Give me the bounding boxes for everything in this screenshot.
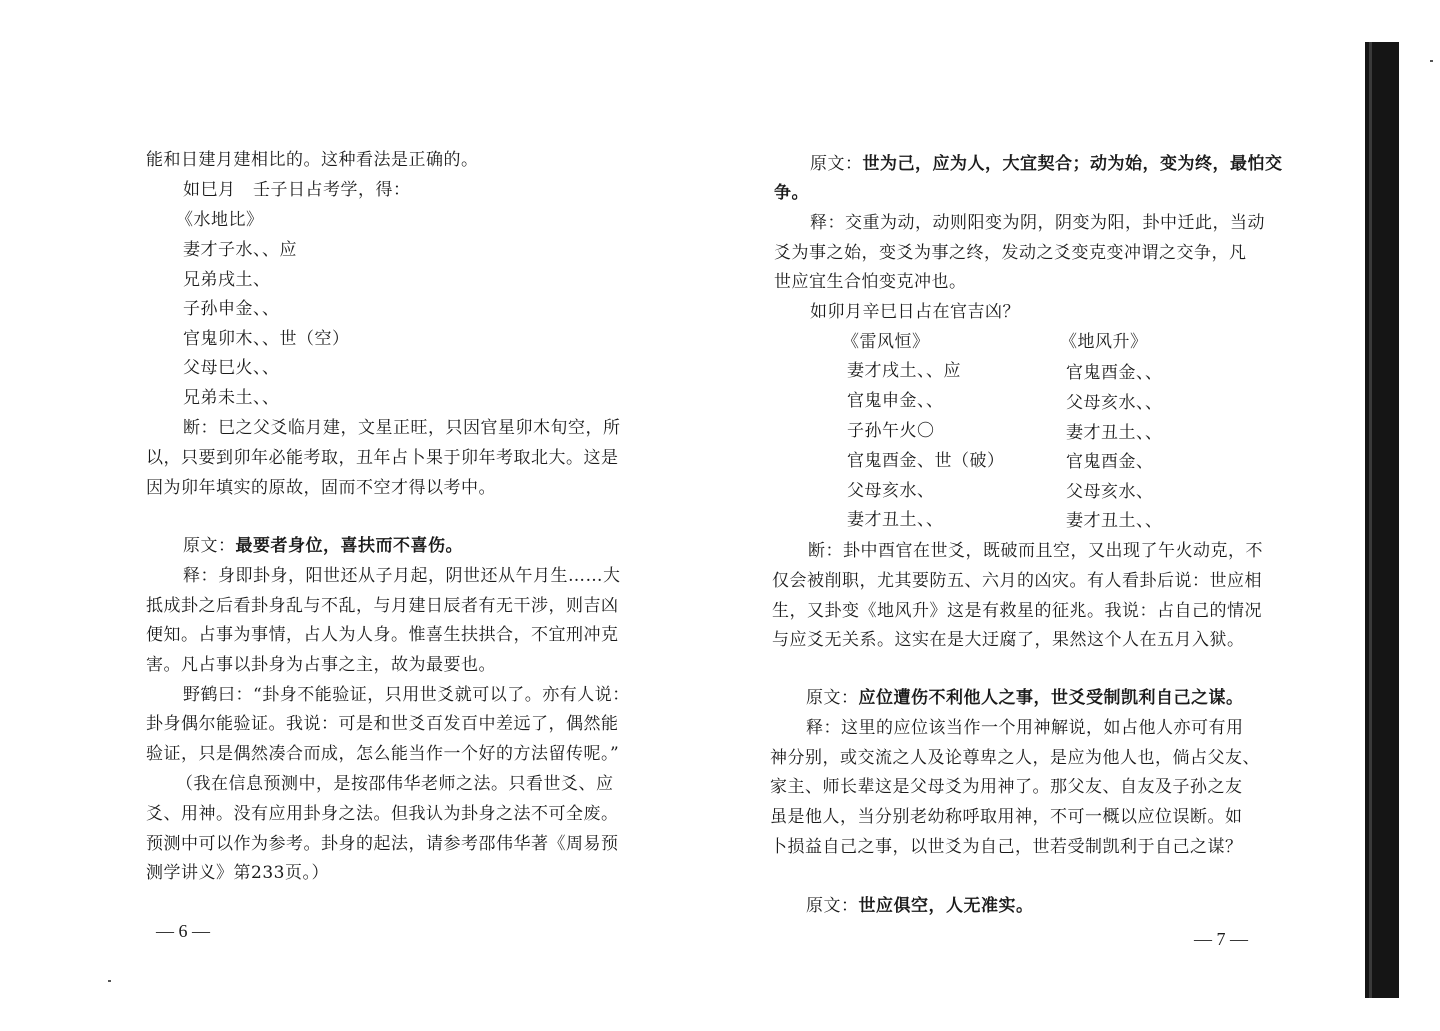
hexagram-line: 官鬼酉金、 (1066, 452, 1154, 472)
text-line: 释：身即卦身，阳世还从子月起，阴世还从午月生……大 (183, 566, 621, 586)
original-text-label: 原文： (810, 154, 863, 174)
original-text-heading (806, 688, 1244, 708)
page-number: — 6 — (156, 921, 210, 941)
hexagram-line: 父母亥水、 (1066, 482, 1154, 502)
hexagram-line: 官鬼申金、、 (847, 391, 944, 411)
text-line: 便知。占事为事情，占人为人身。惟喜生扶拱合，不宜刑冲克 (146, 625, 619, 645)
page-number: — 7 — (1194, 929, 1248, 949)
text-line: 测学讲义》第233页。） (146, 863, 329, 883)
text-line: 释：这里的应位该当作一个用神解说，如占他人亦可有用 (806, 718, 1244, 738)
text-line: 断：卦中酉官在世爻，既破而且空，又出现了午火动克，不 (808, 541, 1263, 561)
original-text-heading (183, 536, 463, 556)
text-line: 卦身偶尔能验证。我说：可是和世爻百发百中差远了，偶然能 (146, 714, 619, 734)
hexagram-line: 妻才丑土、、 (1066, 511, 1163, 531)
left-page (0, 0, 700, 1031)
text-line: 世应宜生合怕变克冲也。 (774, 272, 967, 292)
text-line: 如巳月 壬子日占考学，得： (183, 180, 411, 200)
text-line: 验证，只是偶然凑合而成，怎么能当作一个好的方法留传呢。” (146, 744, 620, 764)
binding-edge-shadow (1365, 42, 1399, 998)
hexagram-line: 父母巳火、、 (183, 358, 280, 378)
original-text-label: 原文： (183, 536, 236, 556)
text-line: 能和日建月建相比的。这种看法是正确的。 (146, 150, 479, 170)
hexagram-line: 官鬼卯木、、世（空） (183, 329, 350, 349)
hexagram-line: 妻才子水、、应 (183, 240, 297, 260)
original-text-content: 世为己，应为人，大宜契合；动为始，变为终，最怕交 (862, 154, 1283, 174)
hexagram-line: 官鬼酉金、、 (1066, 363, 1163, 383)
text-line: 断：巳之父爻临月建，文星正旺，只因官星卯木旬空，所 (183, 418, 621, 438)
text-line: 预测中可以作为参考。卦身的起法，请参考邵伟华著《周易预 (146, 834, 619, 854)
hexagram-line: 官鬼酉金、世（破） (847, 451, 1005, 471)
original-text-heading (810, 154, 1283, 174)
text-line: 野鹤曰：“卦身不能验证，只用世爻就可以了。亦有人说： (183, 685, 630, 705)
hexagram-line: 子孙午火〇 (847, 421, 935, 441)
text-line: 释：交重为动，动则阳变为阴，阴变为阳，卦中迁此，当动 (810, 213, 1265, 233)
hexagram-line: 父母亥水、、 (1066, 393, 1163, 413)
text-line: 以，只要到卯年必能考取，丑年占卜果于卯年考取北大。这是 (146, 448, 619, 468)
original-text-content: 应位遭伤不利他人之事，世爻受制凯利自己之谋。 (858, 688, 1244, 708)
text-line: 抵成卦之后看卦身乱与不乱，与月建日辰者有无干涉，则吉凶 (146, 596, 619, 616)
scan-speck (1430, 60, 1433, 62)
hexagram-title: 《水地比》 (176, 210, 264, 230)
original-text-label: 原文： (806, 896, 859, 916)
text-line: 争。 (774, 183, 809, 203)
text-line: 卜损益自己之事，以世爻为自己，世若受制凯利于自己之谋？ (770, 837, 1243, 857)
text-line: 爻为事之始，变爻为事之终，发动之爻变克变冲谓之交争，凡 (774, 243, 1247, 263)
text-line: 如卯月辛巳日占在官吉凶？ (810, 302, 1020, 322)
text-line: 仅会被削职，尤其要防五、六月的凶灾。有人看卦后说：世应相 (772, 571, 1262, 591)
text-line: 害。凡占事以卦身为占事之主，故为最要也。 (146, 655, 496, 675)
right-page (720, 0, 1360, 1031)
original-text-content: 最要者身位，喜扶而不喜伤。 (235, 536, 463, 556)
hexagram-line: 妻才丑土、、 (847, 510, 944, 530)
text-line: 家主、师长辈这是父母爻为用神了。那父友、自友及子孙之友 (770, 777, 1243, 797)
hexagram-title-right: 《地风升》 (1060, 332, 1148, 352)
original-text-label: 原文： (806, 688, 859, 708)
hexagram-line: 父母亥水、 (847, 481, 935, 501)
text-line: 虽是他人，当分别老幼称呼取用神，不可一概以应位误断。如 (770, 807, 1243, 827)
text-line: 生，又卦变《地风升》这是有救星的征兆。我说：占自己的情况 (772, 601, 1262, 621)
text-line: 神分别，或交流之人及论尊卑之人，是应为他人也，倘占父友、 (770, 748, 1260, 768)
hexagram-line: 妻才丑土、、 (1066, 423, 1163, 443)
hexagram-title-left: 《雷风恒》 (842, 332, 930, 352)
hexagram-line: 兄弟戌土、 (183, 270, 271, 290)
text-line: 因为卯年填实的原故，固而不空才得以考中。 (146, 478, 496, 498)
original-text-content: 世应俱空，人无准实。 (858, 896, 1034, 916)
hexagram-line: 妻才戌土、、应 (847, 361, 961, 381)
text-line: （我在信息预测中，是按邵伟华老师之法。只看世爻、应 (176, 774, 614, 794)
text-line: 爻、用神。没有应用卦身之法。但我认为卦身之法不可全废。 (146, 804, 619, 824)
hexagram-line: 兄弟未土、、 (183, 388, 280, 408)
scan-speck (108, 980, 111, 982)
text-line: 与应爻无关系。这实在是大迂腐了，果然这个人在五月入狱。 (772, 630, 1245, 650)
hexagram-line: 子孙申金、、 (183, 299, 280, 319)
original-text-heading (806, 896, 1034, 916)
